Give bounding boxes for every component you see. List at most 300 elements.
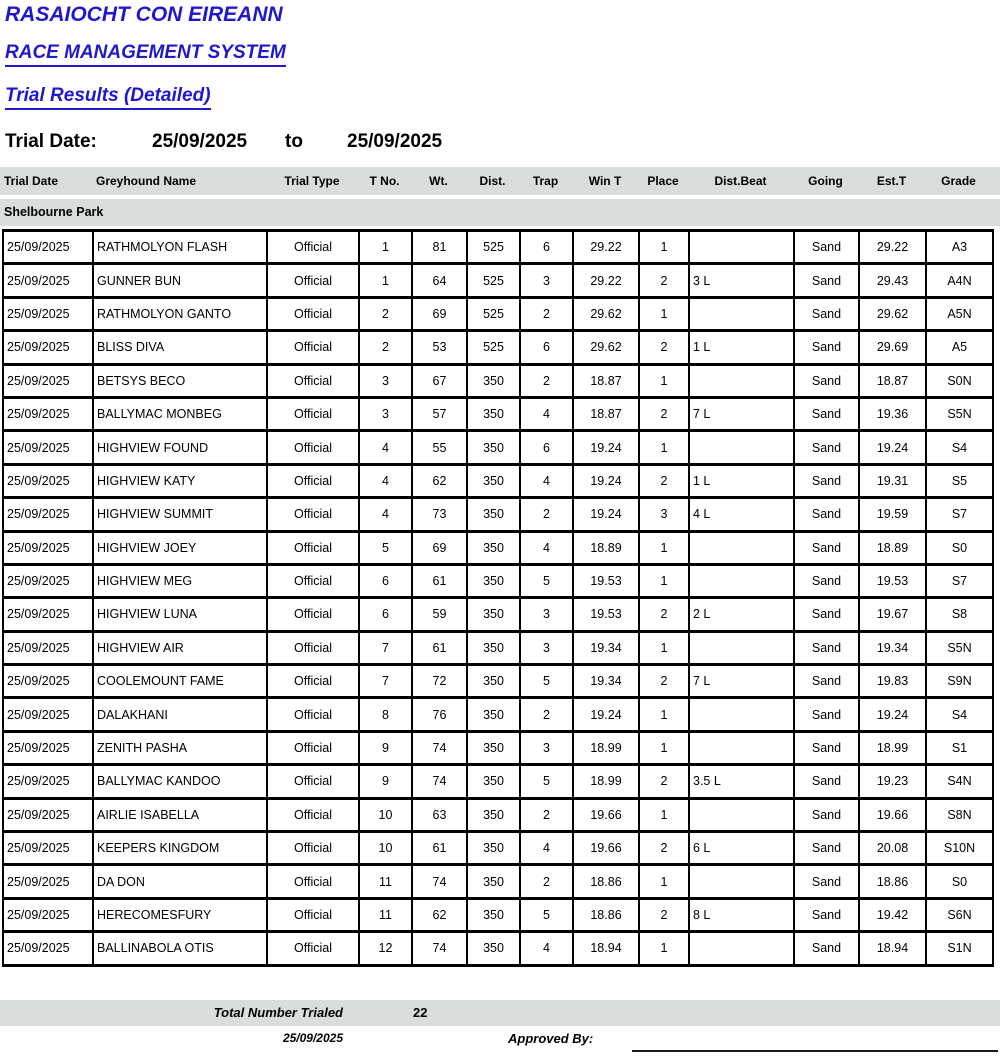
col-header-place: Place [647, 174, 679, 188]
cell-going: Sand [794, 832, 859, 865]
cell-t-no: 7 [359, 631, 412, 664]
cell-place: 2 [639, 765, 689, 798]
cell-dist-beat [689, 231, 794, 264]
cell-t-no: 3 [359, 397, 412, 430]
cell-grade: A5N [926, 297, 993, 330]
cell-trial-type: Official [267, 464, 359, 497]
cell-place: 2 [639, 665, 689, 698]
cell-win-t: 18.87 [573, 397, 639, 430]
cell-trial-type: Official [267, 598, 359, 631]
table-row [3, 765, 993, 798]
cell-trap: 2 [520, 498, 573, 531]
cell-win-t: 19.34 [573, 631, 639, 664]
cell-dist: 525 [467, 231, 520, 264]
cell-greyhound-name: KEEPERS KINGDOM [93, 832, 267, 865]
cell-est-t: 19.67 [859, 598, 926, 631]
cell-grade: S4 [926, 431, 993, 464]
table-row [3, 832, 993, 865]
cell-win-t: 19.24 [573, 431, 639, 464]
table-row [3, 865, 993, 898]
table-row [3, 665, 993, 698]
cell-win-t: 18.99 [573, 765, 639, 798]
cell-win-t: 18.86 [573, 865, 639, 898]
cell-going: Sand [794, 564, 859, 597]
total-trialed-value: 22 [413, 1005, 428, 1020]
cell-greyhound-name: HIGHVIEW MEG [93, 564, 267, 597]
cell-going: Sand [794, 598, 859, 631]
cell-trial-type: Official [267, 364, 359, 397]
cell-est-t: 19.83 [859, 665, 926, 698]
cell-going: Sand [794, 464, 859, 497]
cell-grade: A4N [926, 264, 993, 297]
table-row [3, 231, 993, 264]
cell-trial-date: 25/09/2025 [3, 564, 93, 597]
table-row [3, 598, 993, 631]
table-row [3, 331, 993, 364]
cell-going: Sand [794, 264, 859, 297]
cell-dist: 350 [467, 832, 520, 865]
cell-going: Sand [794, 665, 859, 698]
cell-wt: 61 [412, 564, 467, 597]
cell-win-t: 29.62 [573, 297, 639, 330]
trial-date-label: Trial Date: [5, 131, 97, 152]
table-row [3, 498, 993, 531]
cell-grade: A5 [926, 331, 993, 364]
footer-report-date: 25/09/2025 [282, 1031, 343, 1045]
cell-place: 1 [639, 865, 689, 898]
cell-trap: 3 [520, 731, 573, 764]
table-row [3, 531, 993, 564]
cell-going: Sand [794, 431, 859, 464]
cell-dist-beat: 2 L [689, 598, 794, 631]
results-table-body [3, 231, 993, 966]
cell-greyhound-name: GUNNER BUN [93, 264, 267, 297]
cell-place: 1 [639, 631, 689, 664]
cell-greyhound-name: HIGHVIEW SUMMIT [93, 498, 267, 531]
table-row [3, 364, 993, 397]
cell-win-t: 18.94 [573, 932, 639, 965]
signature-line [632, 1050, 998, 1052]
cell-t-no: 4 [359, 498, 412, 531]
cell-est-t: 18.94 [859, 932, 926, 965]
cell-greyhound-name: BALLYMAC KANDOO [93, 765, 267, 798]
cell-dist-beat [689, 297, 794, 330]
cell-dist: 350 [467, 531, 520, 564]
cell-trial-date: 25/09/2025 [3, 698, 93, 731]
cell-dist-beat: 3 L [689, 264, 794, 297]
cell-wt: 76 [412, 698, 467, 731]
table-row [3, 297, 993, 330]
cell-trap: 6 [520, 431, 573, 464]
cell-place: 2 [639, 331, 689, 364]
cell-dist: 350 [467, 498, 520, 531]
cell-going: Sand [794, 498, 859, 531]
cell-est-t: 19.36 [859, 397, 926, 430]
cell-trial-type: Official [267, 397, 359, 430]
cell-place: 2 [639, 464, 689, 497]
cell-wt: 67 [412, 364, 467, 397]
cell-trap: 4 [520, 397, 573, 430]
cell-est-t: 18.89 [859, 531, 926, 564]
cell-grade: S0 [926, 531, 993, 564]
cell-trial-date: 25/09/2025 [3, 531, 93, 564]
cell-going: Sand [794, 932, 859, 965]
col-header-trial-date: Trial Date [4, 174, 59, 188]
cell-trial-type: Official [267, 698, 359, 731]
cell-grade: S5N [926, 397, 993, 430]
cell-dist: 350 [467, 731, 520, 764]
cell-grade: S4 [926, 698, 993, 731]
col-header-t-no: T No. [369, 174, 400, 188]
table-row [3, 932, 993, 965]
cell-dist-beat [689, 631, 794, 664]
cell-trial-date: 25/09/2025 [3, 865, 93, 898]
cell-est-t: 18.87 [859, 364, 926, 397]
cell-wt: 81 [412, 231, 467, 264]
cell-place: 1 [639, 297, 689, 330]
cell-dist-beat: 8 L [689, 898, 794, 931]
cell-grade: S8N [926, 798, 993, 831]
cell-win-t: 19.53 [573, 564, 639, 597]
to-label: to [285, 131, 303, 152]
cell-grade: S1N [926, 932, 993, 965]
cell-grade: S1 [926, 731, 993, 764]
cell-dist-beat: 7 L [689, 665, 794, 698]
cell-trap: 6 [520, 331, 573, 364]
cell-trap: 5 [520, 665, 573, 698]
cell-win-t: 18.99 [573, 731, 639, 764]
cell-dist-beat [689, 865, 794, 898]
cell-dist-beat [689, 564, 794, 597]
cell-win-t: 19.53 [573, 598, 639, 631]
cell-est-t: 19.24 [859, 698, 926, 731]
cell-wt: 73 [412, 498, 467, 531]
cell-t-no: 10 [359, 832, 412, 865]
cell-trial-type: Official [267, 932, 359, 965]
cell-wt: 59 [412, 598, 467, 631]
cell-place: 2 [639, 832, 689, 865]
cell-trial-type: Official [267, 798, 359, 831]
cell-place: 3 [639, 498, 689, 531]
cell-trial-date: 25/09/2025 [3, 397, 93, 430]
cell-place: 2 [639, 598, 689, 631]
cell-grade: S10N [926, 832, 993, 865]
cell-wt: 69 [412, 297, 467, 330]
cell-trial-date: 25/09/2025 [3, 832, 93, 865]
cell-trial-date: 25/09/2025 [3, 264, 93, 297]
cell-going: Sand [794, 364, 859, 397]
cell-dist: 350 [467, 665, 520, 698]
cell-trial-date: 25/09/2025 [3, 631, 93, 664]
cell-going: Sand [794, 698, 859, 731]
cell-trial-date: 25/09/2025 [3, 231, 93, 264]
cell-trial-type: Official [267, 765, 359, 798]
cell-wt: 74 [412, 932, 467, 965]
table-row [3, 397, 993, 430]
cell-t-no: 11 [359, 898, 412, 931]
cell-trial-type: Official [267, 898, 359, 931]
cell-going: Sand [794, 898, 859, 931]
col-header-win-t: Win T [588, 174, 622, 188]
cell-win-t: 29.22 [573, 264, 639, 297]
cell-grade: S5 [926, 464, 993, 497]
cell-trap: 4 [520, 531, 573, 564]
cell-win-t: 19.24 [573, 698, 639, 731]
cell-greyhound-name: DA DON [93, 865, 267, 898]
col-header-trap: Trap [532, 174, 559, 188]
cell-greyhound-name: AIRLIE ISABELLA [93, 798, 267, 831]
cell-win-t: 18.87 [573, 364, 639, 397]
cell-wt: 64 [412, 264, 467, 297]
cell-trial-type: Official [267, 731, 359, 764]
cell-wt: 62 [412, 464, 467, 497]
cell-trap: 2 [520, 297, 573, 330]
cell-dist-beat [689, 531, 794, 564]
cell-est-t: 19.59 [859, 498, 926, 531]
cell-greyhound-name: DALAKHANI [93, 698, 267, 731]
cell-win-t: 29.22 [573, 231, 639, 264]
cell-dist: 350 [467, 765, 520, 798]
table-row [3, 431, 993, 464]
cell-trial-type: Official [267, 631, 359, 664]
approved-by-label: Approved By: [508, 1031, 594, 1046]
cell-est-t: 19.34 [859, 631, 926, 664]
col-header-trial-type: Trial Type [284, 174, 340, 188]
cell-dist: 350 [467, 798, 520, 831]
cell-est-t: 19.31 [859, 464, 926, 497]
cell-trap: 3 [520, 631, 573, 664]
cell-dist-beat [689, 364, 794, 397]
col-header-est-t: Est.T [876, 174, 907, 188]
cell-trap: 3 [520, 264, 573, 297]
cell-place: 2 [639, 264, 689, 297]
cell-trial-date: 25/09/2025 [3, 331, 93, 364]
cell-greyhound-name: BALLINABOLA OTIS [93, 932, 267, 965]
cell-t-no: 8 [359, 698, 412, 731]
cell-dist: 350 [467, 397, 520, 430]
cell-trial-date: 25/09/2025 [3, 898, 93, 931]
cell-est-t: 19.66 [859, 798, 926, 831]
cell-dist: 350 [467, 598, 520, 631]
cell-greyhound-name: HIGHVIEW KATY [93, 464, 267, 497]
system-title: RACE MANAGEMENT SYSTEM [5, 42, 286, 67]
cell-place: 1 [639, 364, 689, 397]
cell-est-t: 18.99 [859, 731, 926, 764]
cell-trap: 5 [520, 898, 573, 931]
cell-trap: 4 [520, 932, 573, 965]
col-header-dist: Dist. [479, 174, 506, 188]
cell-trial-date: 25/09/2025 [3, 364, 93, 397]
cell-win-t: 19.66 [573, 798, 639, 831]
cell-t-no: 9 [359, 731, 412, 764]
cell-wt: 53 [412, 331, 467, 364]
table-row [3, 464, 993, 497]
cell-greyhound-name: BLISS DIVA [93, 331, 267, 364]
table-row [3, 698, 993, 731]
cell-est-t: 29.69 [859, 331, 926, 364]
cell-place: 1 [639, 698, 689, 731]
cell-dist-beat [689, 798, 794, 831]
cell-place: 1 [639, 231, 689, 264]
cell-trial-type: Official [267, 264, 359, 297]
col-header-greyhound-name: Greyhound Name [96, 174, 197, 188]
cell-greyhound-name: HIGHVIEW FOUND [93, 431, 267, 464]
cell-grade: S4N [926, 765, 993, 798]
trial-date-to: 25/09/2025 [347, 131, 443, 152]
cell-greyhound-name: HIGHVIEW AIR [93, 631, 267, 664]
cell-trial-type: Official [267, 331, 359, 364]
cell-place: 2 [639, 397, 689, 430]
cell-dist-beat [689, 731, 794, 764]
cell-trial-date: 25/09/2025 [3, 431, 93, 464]
cell-t-no: 1 [359, 231, 412, 264]
cell-greyhound-name: HIGHVIEW JOEY [93, 531, 267, 564]
cell-t-no: 10 [359, 798, 412, 831]
cell-wt: 74 [412, 765, 467, 798]
cell-greyhound-name: BETSYS BECO [93, 364, 267, 397]
cell-place: 1 [639, 798, 689, 831]
cell-going: Sand [794, 631, 859, 664]
cell-est-t: 19.24 [859, 431, 926, 464]
cell-grade: A3 [926, 231, 993, 264]
cell-t-no: 4 [359, 431, 412, 464]
col-header-going: Going [808, 174, 843, 188]
cell-grade: S0 [926, 865, 993, 898]
cell-place: 1 [639, 932, 689, 965]
cell-going: Sand [794, 531, 859, 564]
cell-dist-beat: 3.5 L [689, 765, 794, 798]
track-name: Shelbourne Park [4, 205, 104, 219]
trial-date-from: 25/09/2025 [152, 131, 248, 152]
cell-greyhound-name: BALLYMAC MONBEG [93, 397, 267, 430]
col-header-dist-beat: Dist.Beat [714, 174, 767, 188]
cell-greyhound-name: HERECOMESFURY [93, 898, 267, 931]
cell-going: Sand [794, 865, 859, 898]
cell-t-no: 12 [359, 932, 412, 965]
cell-t-no: 4 [359, 464, 412, 497]
cell-win-t: 18.86 [573, 898, 639, 931]
cell-trial-type: Official [267, 665, 359, 698]
table-row [3, 731, 993, 764]
cell-dist: 350 [467, 698, 520, 731]
cell-win-t: 19.34 [573, 665, 639, 698]
cell-place: 2 [639, 898, 689, 931]
cell-grade: S9N [926, 665, 993, 698]
cell-dist: 350 [467, 631, 520, 664]
cell-going: Sand [794, 798, 859, 831]
cell-dist: 525 [467, 331, 520, 364]
cell-wt: 55 [412, 431, 467, 464]
cell-trap: 4 [520, 832, 573, 865]
table-header-bar [0, 167, 1000, 195]
cell-greyhound-name: RATHMOLYON FLASH [93, 231, 267, 264]
cell-place: 1 [639, 564, 689, 597]
cell-grade: S0N [926, 364, 993, 397]
table-row [3, 564, 993, 597]
cell-trial-type: Official [267, 564, 359, 597]
cell-trial-type: Official [267, 231, 359, 264]
cell-wt: 63 [412, 798, 467, 831]
cell-trap: 5 [520, 765, 573, 798]
org-title: RASAIOCHT CON EIREANN [5, 3, 283, 26]
cell-trial-type: Official [267, 498, 359, 531]
cell-est-t: 18.86 [859, 865, 926, 898]
cell-trial-date: 25/09/2025 [3, 731, 93, 764]
cell-dist-beat: 1 L [689, 331, 794, 364]
cell-t-no: 1 [359, 264, 412, 297]
cell-t-no: 7 [359, 665, 412, 698]
cell-trap: 4 [520, 464, 573, 497]
cell-going: Sand [794, 297, 859, 330]
cell-wt: 74 [412, 865, 467, 898]
cell-dist: 525 [467, 297, 520, 330]
cell-win-t: 19.24 [573, 464, 639, 497]
cell-trap: 2 [520, 364, 573, 397]
cell-dist: 350 [467, 464, 520, 497]
cell-trial-date: 25/09/2025 [3, 798, 93, 831]
cell-trap: 5 [520, 564, 573, 597]
cell-wt: 61 [412, 832, 467, 865]
cell-trial-date: 25/09/2025 [3, 464, 93, 497]
cell-est-t: 29.43 [859, 264, 926, 297]
trial-results-table [2, 229, 994, 967]
cell-greyhound-name: RATHMOLYON GANTO [93, 297, 267, 330]
cell-est-t: 19.42 [859, 898, 926, 931]
cell-greyhound-name: HIGHVIEW LUNA [93, 598, 267, 631]
cell-win-t: 29.62 [573, 331, 639, 364]
cell-t-no: 5 [359, 531, 412, 564]
cell-dist-beat [689, 698, 794, 731]
cell-est-t: 20.08 [859, 832, 926, 865]
cell-wt: 57 [412, 397, 467, 430]
cell-t-no: 6 [359, 598, 412, 631]
cell-trial-date: 25/09/2025 [3, 932, 93, 965]
cell-t-no: 9 [359, 765, 412, 798]
col-header-grade: Grade [941, 174, 976, 188]
cell-dist: 350 [467, 431, 520, 464]
cell-t-no: 2 [359, 297, 412, 330]
cell-win-t: 19.24 [573, 498, 639, 531]
cell-t-no: 6 [359, 564, 412, 597]
cell-greyhound-name: ZENITH PASHA [93, 731, 267, 764]
cell-grade: S8 [926, 598, 993, 631]
cell-grade: S7 [926, 564, 993, 597]
cell-win-t: 19.66 [573, 832, 639, 865]
cell-dist-beat: 1 L [689, 464, 794, 497]
cell-trial-type: Official [267, 531, 359, 564]
cell-trap: 2 [520, 698, 573, 731]
table-row [3, 798, 993, 831]
cell-dist-beat: 7 L [689, 397, 794, 430]
total-trialed-label: Total Number Trialed [213, 1005, 343, 1020]
cell-dist-beat [689, 932, 794, 965]
cell-trial-date: 25/09/2025 [3, 765, 93, 798]
cell-trial-type: Official [267, 297, 359, 330]
table-row [3, 264, 993, 297]
cell-wt: 61 [412, 631, 467, 664]
cell-going: Sand [794, 731, 859, 764]
cell-dist-beat [689, 431, 794, 464]
track-section-bar [0, 199, 1000, 226]
col-header-wt: Wt. [429, 174, 448, 188]
cell-trap: 2 [520, 798, 573, 831]
cell-dist: 350 [467, 932, 520, 965]
cell-wt: 74 [412, 731, 467, 764]
cell-trap: 2 [520, 865, 573, 898]
cell-grade: S5N [926, 631, 993, 664]
cell-dist-beat: 6 L [689, 832, 794, 865]
cell-dist: 525 [467, 264, 520, 297]
